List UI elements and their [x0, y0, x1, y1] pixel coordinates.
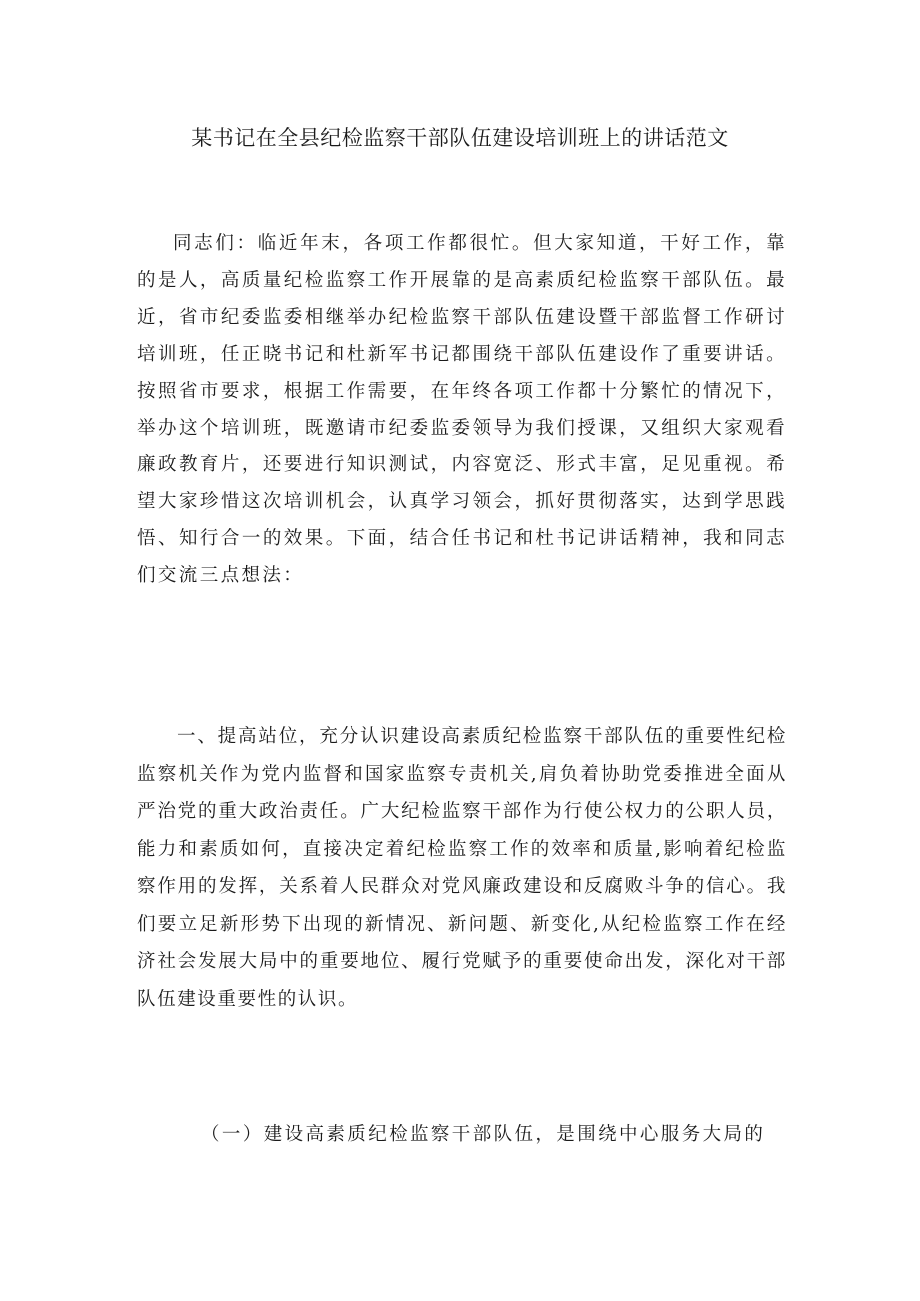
paragraph-opening: 同志们：临近年末，各项工作都很忙。但大家知道，干好工作，靠的是人，高质量纪检监察工作开展靠的是高素质纪检监察干部队伍。最近，省市纪委监委相继举办纪检监察干部队伍建设暨干部监督工作研讨培训班，任正晓书记和杜新军书记都围绕干部队伍建设作了重要讲话。按照省市要求，根据工作需要，在年终各项工作都十分繁忙的情况下，举办这个培训班，既邀请市纪委监委领导为我们授课，又组织大家观看廉政教育片，还要进行知识测试，内容宽泛、形式丰富，足见重视。希望大家珍惜这次培训机会，认真学习领会，抓好贯彻落实，达到学思践悟、知行合一的效果。下面，结合任书记和杜书记讲话精神，我和同志们交流三点想法：	[137, 233, 787, 587]
paragraph-subsection-one: （一）建设高素质纪检监察干部队伍，是围绕中心服务大局的	[201, 1124, 766, 1145]
document-title: 某书记在全县纪检监察干部队伍建设培训班上的讲话范文	[191, 126, 729, 150]
paragraph-section-one: 一、提高站位，充分认识建设高素质纪检监察干部队伍的重要性纪检监察机关作为党内监督和国家监察专责机关,肩负着协助党委推进全面从严治党的重大政治责任。广大纪检监察干部作为行使公权力的公职人员，能力和素质如何，直接决定着纪检监察工作的效率和质量,影响着纪检监察作用的发挥，关系着人民群众对党风廉政建设和反腐败斗争的信心。我们要立足新形势下出现的新情况、新问题、新变化,从纪检监察工作在经济社会发展大局中的重要地位、履行党赋予的重要使命出发，深化对干部队伍建设重要性的认识。	[137, 726, 787, 1010]
